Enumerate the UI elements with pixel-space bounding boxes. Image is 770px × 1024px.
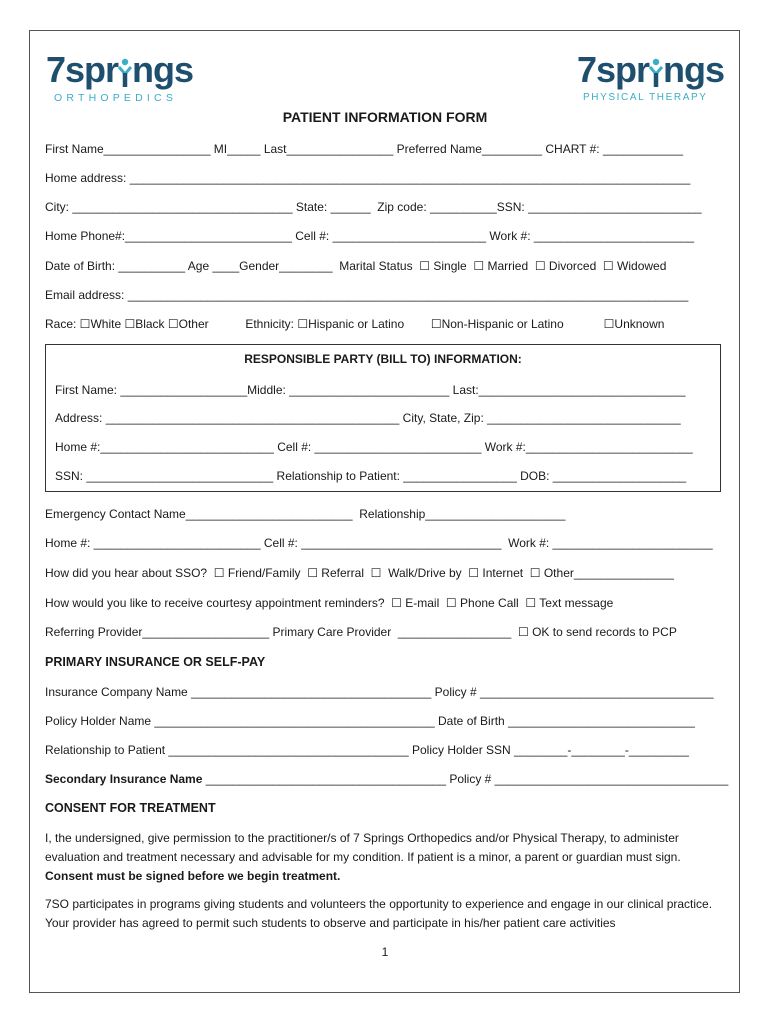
logo-brand-text: 7spr ngs bbox=[577, 49, 725, 90]
rp-name-line[interactable]: First Name: ___________________Middle: ________________________ Last:_______________________________ bbox=[55, 383, 686, 397]
name-line[interactable]: First Name________________ MI_____ Last________________ Preferred Name_________ CHART #: ____________ bbox=[45, 142, 684, 156]
secondary-insurance-fields: ____________________________________ Policy # ___________________________________ bbox=[202, 772, 729, 786]
email-line[interactable]: Email address: ____________________________________________________________________________________ bbox=[45, 288, 689, 302]
logo-brand-text: 7spr ngs bbox=[46, 49, 194, 90]
phone-line[interactable]: Home Phone#:_________________________ Cell #: _______________________ Work #: ________________________ bbox=[45, 229, 695, 243]
responsible-party-title: RESPONSIBLE PARTY (BILL TO) INFORMATION: bbox=[244, 352, 522, 366]
policy-holder-line[interactable]: Policy Holder Name __________________________________________ Date of Birth ____________________________ bbox=[45, 714, 695, 728]
insurance-heading: PRIMARY INSURANCE OR SELF-PAY bbox=[45, 655, 266, 669]
logo-figure-icon bbox=[649, 58, 663, 88]
rp-phone-line[interactable]: Home #:__________________________ Cell #: _________________________ Work #:_________________________ bbox=[55, 440, 693, 454]
form-title: PATIENT INFORMATION FORM bbox=[282, 109, 488, 125]
insurance-company-line[interactable]: Insurance Company Name ____________________________________ Policy # ___________________________________ bbox=[45, 685, 714, 699]
race-ethnicity-line[interactable]: Race: ☐White ☐Black ☐Other Ethnicity: ☐Hispanic or Latino ☐Non-Hispanic or Latino ☐Unknown bbox=[45, 317, 665, 331]
consent-bold-text: Consent must be signed before we begin treatment. bbox=[45, 869, 341, 883]
logo-subtitle: ORTHOPEDICS bbox=[54, 92, 178, 104]
consent-paragraph bbox=[45, 829, 730, 886]
relationship-ssn-line[interactable]: Relationship to Patient ____________________________________ Policy Holder SSN ________-________-_________ bbox=[45, 743, 689, 757]
rp-ssn-line[interactable]: SSN: ____________________________ Relationship to Patient: _________________ DOB: ____________________ bbox=[55, 469, 687, 483]
page-number: 1 bbox=[381, 945, 389, 959]
city-state-zip-line[interactable]: City: _________________________________ State: ______ Zip code: __________SSN: __________________________ bbox=[45, 200, 702, 214]
secondary-insurance-line[interactable] bbox=[45, 772, 728, 786]
logo-physical-therapy bbox=[577, 49, 725, 104]
emergency-contact-line[interactable]: Emergency Contact Name_________________________ Relationship_____________________ bbox=[45, 507, 566, 521]
consent-text: I, the undersigned, give permission to the practitioner/s of 7 Springs Orthopedics and/or Physical Therapy, to administer evaluation and treatment necessary and advisable for my condition. If patient is a minor, a parent or guardian must sign. bbox=[45, 831, 681, 864]
referral-source-line[interactable]: How did you hear about SSO? ☐ Friend/Family ☐ Referral ☐ Walk/Drive by ☐ Internet ☐ Other_______________ bbox=[45, 566, 674, 580]
logo-figure-icon bbox=[118, 58, 132, 88]
students-paragraph: 7SO participates in programs giving students and volunteers the opportunity to experience and engage in our clinical practice. Your provider has agreed to permit such students to observe and participate in his/her patient care activities bbox=[45, 897, 713, 930]
dob-marital-line[interactable]: Date of Birth: __________ Age ____Gender________ Marital Status ☐ Single ☐ Married ☐ Divorced ☐ Widowed bbox=[45, 259, 667, 273]
home-address-line[interactable]: Home address: ____________________________________________________________________________________ bbox=[45, 171, 691, 185]
rp-address-line[interactable]: Address: ____________________________________________ City, State, Zip: _____________________________ bbox=[55, 411, 681, 425]
referring-provider-line[interactable]: Referring Provider___________________ Primary Care Provider _________________ ☐ OK to send records to PCP bbox=[45, 625, 677, 639]
logo-orthopedics bbox=[46, 49, 194, 104]
consent-heading: CONSENT FOR TREATMENT bbox=[45, 801, 216, 815]
emergency-phone-line[interactable]: Home #: _________________________ Cell #: ______________________________ Work #: ________________________ bbox=[45, 536, 713, 550]
secondary-insurance-label: Secondary Insurance Name bbox=[45, 772, 203, 786]
logo-subtitle: PHYSICAL THERAPY bbox=[583, 92, 708, 103]
reminder-preference-line[interactable]: How would you like to receive courtesy appointment reminders? ☐ E-mail ☐ Phone Call ☐ Text message bbox=[45, 596, 614, 610]
